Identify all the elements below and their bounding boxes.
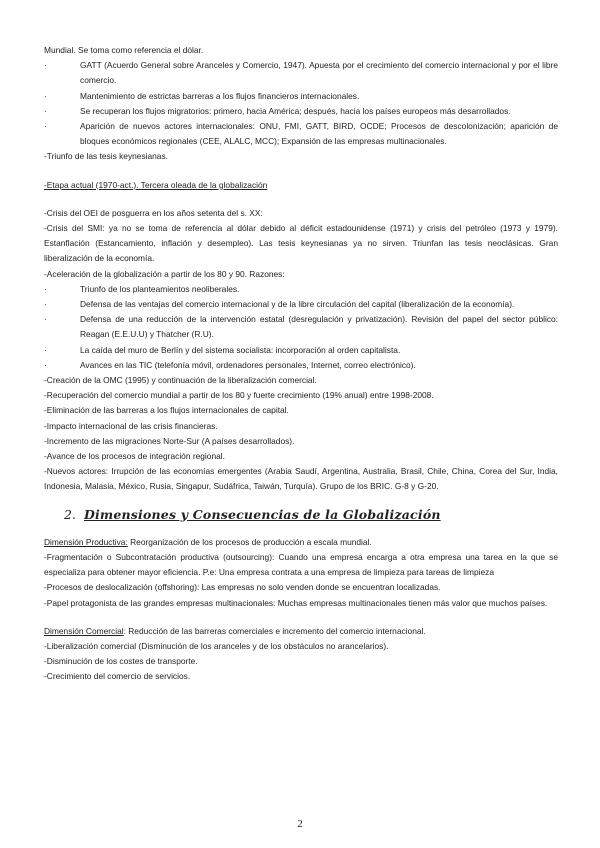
paragraph — [44, 535, 558, 550]
paragraph: -Incremento de las migraciones Norte-Sur (A países desarrollados). — [44, 435, 295, 446]
subsection-label: Dimensión Productiva: — [44, 536, 128, 547]
section-number: 2. — [64, 506, 76, 522]
bullet-dot: · — [44, 60, 47, 71]
bullet-dot: · — [44, 105, 47, 116]
subsection-label: Dimensión Comercial — [44, 625, 124, 636]
paragraph: -Crisis del OEI de posguerra en los años setenta del s. XX: — [44, 207, 263, 218]
subsection-intro: : Reducción de las barreras comerciales e incremento del comercio internacional. — [123, 625, 426, 636]
paragraph: -Recuperación del comercio mundial a partir de los 80 y fuerte crecimiento (19% anual) entre 1998-2008. — [44, 390, 434, 401]
bullet-item — [44, 358, 558, 373]
bullet-dot: · — [44, 344, 47, 355]
bullet-dot: · — [44, 314, 47, 325]
document-body — [44, 43, 558, 685]
bullet-text: Se recuperan los flujos migratorios: primero, hacia América; después, hacia los países europeos más desarrollados. — [80, 105, 511, 116]
bullet-item — [44, 282, 558, 297]
paragraph: -Avance de los procesos de integración regional. — [44, 451, 225, 462]
bullet-item — [44, 119, 558, 149]
bullet-item — [44, 343, 558, 358]
bullet-text: Defensa de una reducción de la intervención estatal (desregulación y privatización). Revisión del papel del sector público: Reagan (E.E.U.U) y Thatcher (R.U). — [80, 314, 558, 340]
paragraph: -Nuevos actores: Irrupción de las economías emergentes (Arabia Saudí, Argentina, Australia, Brasil, Chile, China, Corea del Sur, India, Indonesia, Malasia, México, Rusia, Singapur, Sudáfrica, Taiwán, Turquía). Grupo de los BRIC. G-8 y G-20. — [44, 466, 558, 492]
paragraph — [44, 624, 558, 639]
bullet-item — [44, 89, 558, 104]
paragraph: -Papel protagonista de las grandes empresas multinacionales: Muchas empresas multinacionales tienen más valor que muchos países. — [44, 597, 548, 608]
paragraph: -Impacto internacional de las crisis financieras. — [44, 420, 218, 431]
paragraph: -Disminución de los costes de transporte. — [44, 656, 198, 667]
paragraph: -Crecimiento del comercio de servicios. — [44, 671, 191, 682]
bullet-text: Triunfo de los planteamientos neoliberales. — [80, 283, 240, 294]
bullet-text: Avances en las TIC (telefonía móvil, ordenadores personales, Internet, correo electrónico). — [80, 359, 416, 370]
bullet-item — [44, 58, 558, 88]
bullet-dot: · — [44, 90, 47, 101]
bullet-text: Defensa de las ventajas del comercio internacional y de la libre circulación del capital (liberalización de la economía). — [80, 299, 515, 310]
bullet-dot: · — [44, 121, 47, 132]
section-heading: -Etapa actual (1970-act.). Tercera oleada de la globalización — [44, 179, 268, 190]
paragraph: Mundial. Se toma como referencia el dólar. — [44, 45, 204, 55]
paragraph: -Liberalización comercial (Disminución de los aranceles y de los obstáculos no arancelarios). — [44, 640, 389, 651]
bullet-item — [44, 104, 558, 119]
paragraph: -Eliminación de las barreras a los flujos internacionales de capital. — [44, 405, 289, 416]
paragraph: -Procesos de deslocalización (offshoring): Las empresas no solo venden donde se encuentran localizadas. — [44, 582, 441, 593]
subsection-intro: Reorganización de los procesos de producción a escala mundial. — [127, 536, 372, 547]
paragraph: -Aceleración de la globalización a partir de los 80 y 90. Razones: — [44, 268, 285, 279]
bullet-item — [44, 297, 558, 312]
paragraph: -Triunfo de las tesis keynesianas. — [44, 151, 168, 162]
bullet-dot: · — [44, 299, 47, 310]
paragraph: -Fragmentación o Subcontratación productiva (outsourcing): Cuando una empresa encarga a otra empresa una tarea en la que se especializa para obtener mayor eficiencia. P.e: Una empresa contrata a una empresa de limpieza para tareas de limpieza — [44, 551, 558, 578]
section-title — [44, 503, 558, 527]
paragraph: -Crisis del SMI: ya no se toma de referencia al dólar debido al déficit estadounidense (1971) y crisis del petróleo (1973 y 1979). Estanflación (Estancamiento, inflación y desempleo). Las tesis keynesianas ya no sirven. Triunfan las tesis neoclásicas. Gran liberalización de la economía. — [44, 223, 558, 264]
paragraph: -Creación de la OMC (1995) y continuación de la liberalización comercial. — [44, 375, 317, 386]
page-number: 2 — [297, 818, 303, 830]
section-title-text: Dimensiones y Consecuencias de la Globalización — [83, 506, 441, 522]
bullet-item — [44, 312, 558, 342]
bullet-text: Aparición de nuevos actores internacionales: ONU, FMI, GATT, BIRD, OCDE; Procesos de descolonización; aparición de bloques económicos regionales (CEE, ALALC, MCC); Expansión de las empresas multinacionales. — [80, 121, 558, 147]
bullet-text: La caída del muro de Berlín y del sistema socialista: incorporación al orden capitalista. — [80, 344, 401, 355]
bullet-dot: · — [44, 283, 47, 294]
bullet-dot: · — [44, 359, 47, 370]
bullet-text: GATT (Acuerdo General sobre Aranceles y Comercio, 1947). Apuesta por el crecimiento del comercio internacional y por el libre comercio. — [80, 60, 558, 86]
bullet-text: Mantenimiento de estrictas barreras a los flujos financieros internacionales. — [80, 90, 360, 101]
